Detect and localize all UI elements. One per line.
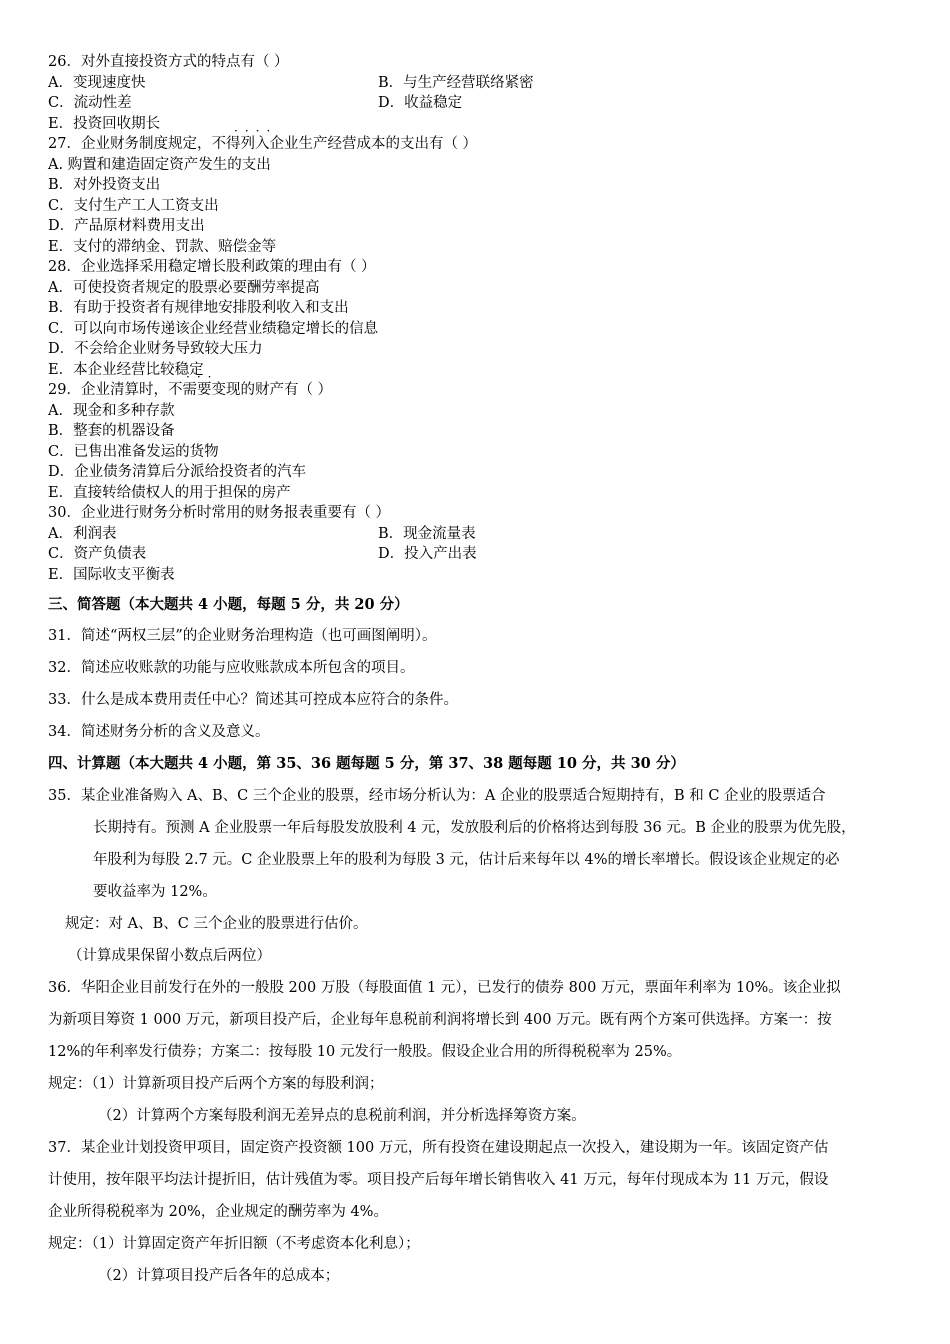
- question-37: [48, 1132, 940, 1292]
- question-34: 34．简述财务分析的含义及意义。: [48, 724, 270, 740]
- option-d: D．企业债务清算后分派给投资者的汽车: [48, 464, 307, 480]
- option-c: C．可以向市场传递该企业经营业绩稳定增长的信息: [48, 320, 379, 337]
- question-36: [48, 972, 940, 1132]
- question-35-requirement: 规定：对 A、B、C 三个企业的股票进行估价。: [65, 916, 368, 932]
- question-30-stem: 30．企业进行财务分析时常用的财务报表重要有（ ）: [48, 505, 391, 521]
- option-e: E．直接转给债权人的用于担保的房产: [48, 484, 291, 501]
- question-36-line-1: 36．华阳企业目前发行在外的一般股 200 万股（每股面值 1 元），已发行的债券 800 万元，票面年利率为 10%。该企业拟: [48, 980, 841, 996]
- option-e: E．本企业经营比较稳定: [48, 361, 204, 378]
- option-d: D．产品原材料费用支出: [48, 218, 205, 234]
- section-3-title: 三、简答题（本大题共 4 小题，每题 5 分，共 20 分）: [48, 596, 409, 613]
- question-37-requirement-2: （2）计算项目投产后各年的总成本；: [98, 1268, 340, 1284]
- question-26-options-row-1: [48, 73, 940, 94]
- question-26-stem: 26．对外直接投资方式的特点有（ ）: [48, 54, 289, 70]
- option-b: B．有助于投资者有规律地安排股利收入和支出: [48, 300, 349, 316]
- option-a: A．变现速度快: [48, 74, 146, 91]
- emphasis-dots: ···: [186, 370, 219, 384]
- question-29-text: 29．企业清算时，不需要变现的财产有（ ）: [48, 382, 333, 398]
- option-a: A．利润表: [48, 525, 117, 542]
- question-27-text: 27．企业财务制度规定，不得列入企业生产经营成本的支出有（ ）: [48, 136, 478, 152]
- option-c: C．已售出准备发运的货物: [48, 443, 219, 460]
- option-b: B．整套的机器设备: [48, 423, 175, 439]
- question-36-line-3: 12%的年利率发行债券；方案二：按每股 10 元发行一般股。假设企业合用的所得税税率为 25%。: [48, 1044, 682, 1060]
- question-36-line-2: 为新项目筹资 1 000 万元，新项目投产后，企业每年息税前利润将增长到 400 万元。既有两个方案可供选择。方案一：按: [48, 1012, 832, 1028]
- option-e: E．国际收支平衡表: [48, 566, 175, 583]
- question-35-line-3: 年股利为每股 2.7 元。C 企业股票上年的股利为每股 3 元，估计后来每年以 4%的增长率增长。假设该企业规定的必: [93, 852, 840, 868]
- question-36-requirement-1: 规定：（1）计算新项目投产后两个方案的每股利润；: [48, 1076, 384, 1092]
- emphasis-dots: ····: [234, 124, 278, 138]
- option-c: C．支付生产工人工资支出: [48, 197, 219, 214]
- question-35-line-1: 35．某企业准备购入 A、B、C 三个企业的股票，经市场分析认为：A 企业的股票适合短期持有，B 和 C 企业的股票适合: [48, 788, 826, 804]
- option-b: B．对外投资支出: [48, 177, 161, 193]
- option-a: A. 购置和建造固定资产发生的支出: [48, 156, 271, 173]
- question-35-line-4: 要收益率为 12%。: [93, 884, 217, 900]
- option-e: E．投资回收期长: [48, 115, 161, 132]
- option-b: B．与生产经营联络紧密: [378, 74, 534, 91]
- question-30-options-row-2: [48, 544, 940, 565]
- question-35-line-2: 长期持有。预测 A 企业股票一年后每股发放股利 4 元，发放股利后的价格将达到每股 36 元。B 企业的股票为优先股，: [93, 820, 856, 836]
- option-a: A．现金和多种存款: [48, 402, 175, 419]
- option-b: B．现金流量表: [378, 525, 476, 542]
- option-d: D．不会给企业财务导致较大压力: [48, 341, 263, 357]
- question-35: [48, 780, 940, 972]
- question-27-stem: [48, 124, 940, 155]
- option-e: E．支付的滞纳金、罚款、赔偿金等: [48, 238, 277, 255]
- question-36-requirement-2: （2）计算两个方案每股利润无差异点的息税前利润，并分析选择筹资方案。: [98, 1108, 586, 1124]
- option-a: A．可使投资者规定的股票必要酬劳率提高: [48, 279, 320, 296]
- question-37-line-3: 企业所得税税率为 20%，企业规定的酬劳率为 4%。: [48, 1204, 388, 1220]
- section-4-title: 四、计算题（本大题共 4 小题，第 35、36 题每题 5 分，第 37、38 题每题 10 分，共 30 分）: [48, 755, 685, 772]
- exam-page: [48, 52, 940, 1292]
- option-d: D．收益稳定: [378, 95, 463, 111]
- option-c: C．资产负债表: [48, 546, 147, 562]
- option-c: C．流动性差: [48, 95, 132, 111]
- question-37-requirement-1: 规定：（1）计算固定资产年折旧额（不考虑资本化利息）；: [48, 1236, 420, 1252]
- question-26-options-row-2: [48, 93, 940, 114]
- question-37-line-2: 计使用，按年限平均法计提折旧，估计残值为零。项目投产后每年增长销售收入 41 万元，每年付现成本为 11 万元，假设: [48, 1172, 829, 1188]
- question-33: 33．什么是成本费用责任中心？简述其可控成本应符合的条件。: [48, 692, 458, 708]
- question-35-note: （计算成果保留小数点后两位）: [68, 948, 271, 964]
- question-37-line-1: 37．某企业计划投资甲项目，固定资产投资额 100 万元，所有投资在建设期起点一次投入，建设期为一年。该固定资产估: [48, 1140, 829, 1156]
- question-28-stem: 28．企业选择采用稳定增长股利政策的理由有（ ）: [48, 259, 376, 275]
- question-30-options-row-1: [48, 524, 940, 545]
- question-31: 31．简述“两权三层”的企业财务治理构造（也可画图阐明）。: [48, 628, 437, 644]
- option-d: D．投入产出表: [378, 546, 477, 562]
- question-32: 32．简述应收账款的功能与应收账款成本所包含的项目。: [48, 660, 415, 676]
- question-29-stem: [48, 370, 940, 401]
